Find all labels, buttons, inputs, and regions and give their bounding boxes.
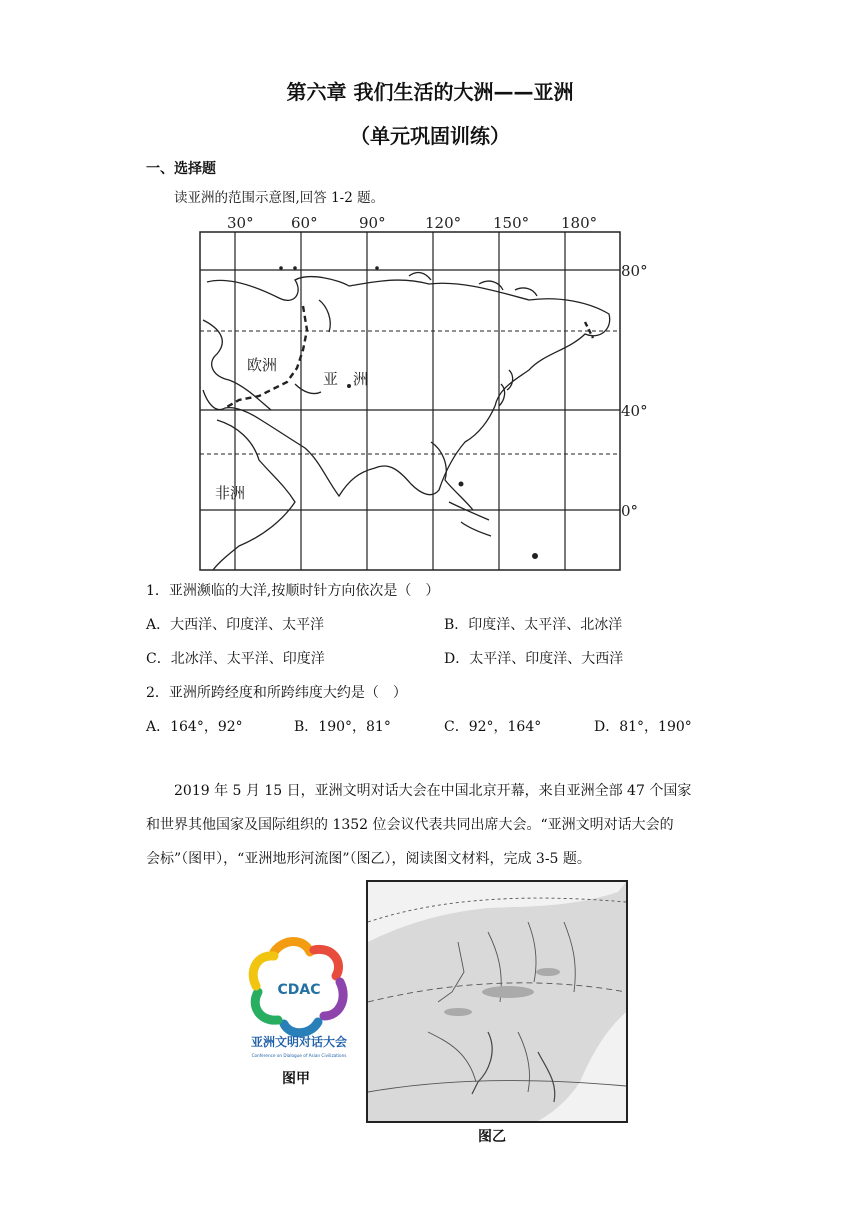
question-1-stem: 1．亚洲濒临的大洋,按顺时针方向依次是（ ） bbox=[146, 583, 440, 599]
intro-text: 读亚洲的范围示意图,回答 1-2 题。 bbox=[174, 190, 385, 206]
question-2-option-d[interactable]: D．81°，190° bbox=[594, 719, 692, 735]
lon-label-60: 60° bbox=[291, 214, 318, 232]
lon-label-150: 150° bbox=[493, 214, 530, 232]
lat-label-40: 40° bbox=[621, 402, 648, 420]
logo-abbr: CDAC bbox=[277, 982, 321, 998]
question-2-option-b[interactable]: B．190°，81° bbox=[294, 719, 391, 735]
lon-label-90: 90° bbox=[359, 214, 386, 232]
label-africa: 非洲 bbox=[215, 484, 246, 502]
question-2-stem: 2．亚洲所跨经度和所跨纬度大约是（ ） bbox=[146, 685, 407, 701]
passage-line-1: 2019 年 5 月 15 日，亚洲文明对话大会在中国北京开幕，来自亚洲全部 47 个国家 bbox=[174, 783, 692, 799]
section-heading: 一、选择题 bbox=[146, 161, 216, 177]
question-2-option-c[interactable]: C．92°，164° bbox=[444, 719, 542, 735]
question-1-option-a[interactable]: A．大西洋、印度洋、太平洋 bbox=[146, 617, 325, 633]
figure-a-caption: 图甲 bbox=[282, 1071, 310, 1087]
page-subtitle: （单元巩固训练） bbox=[350, 124, 510, 148]
lon-label-180: 180° bbox=[561, 214, 598, 232]
asia-range-map bbox=[199, 210, 651, 576]
logo-cn-name: 亚洲文明对话大会 bbox=[250, 1035, 348, 1049]
page-title: 第六章 我们生活的大洲——亚洲 bbox=[286, 80, 574, 104]
asia-terrain-river-map bbox=[366, 880, 628, 1123]
lon-label-120: 120° bbox=[425, 214, 462, 232]
lat-label-80: 80° bbox=[621, 262, 648, 280]
question-2-option-a[interactable]: A．164°，92° bbox=[146, 719, 243, 735]
question-1-option-c[interactable]: C．北冰洋、太平洋、印度洋 bbox=[146, 651, 325, 667]
passage-line-2: 和世界其他国家及国际组织的 1352 位会议代表共同出席大会。“亚洲文明对话大会的 bbox=[146, 817, 674, 833]
passage bbox=[146, 774, 716, 876]
question-1-option-d[interactable]: D．太平洋、印度洋、大西洋 bbox=[444, 651, 624, 667]
label-europe: 欧洲 bbox=[247, 356, 278, 374]
cdac-logo bbox=[244, 932, 354, 1062]
logo-en-name: Conference on Dialogue of Asian Civilizations bbox=[251, 1053, 347, 1058]
label-asia: 亚 洲 bbox=[323, 370, 369, 388]
lat-label-0: 0° bbox=[621, 502, 639, 520]
question-1-option-b[interactable]: B．印度洋、太平洋、北冰洋 bbox=[444, 617, 623, 633]
passage-line-3: 会标”（图甲），“亚洲地形河流图”（图乙），阅读图文材料，完成 3-5 题。 bbox=[146, 851, 591, 867]
figure-b-caption: 图乙 bbox=[478, 1129, 506, 1145]
lon-label-30: 30° bbox=[227, 214, 254, 232]
